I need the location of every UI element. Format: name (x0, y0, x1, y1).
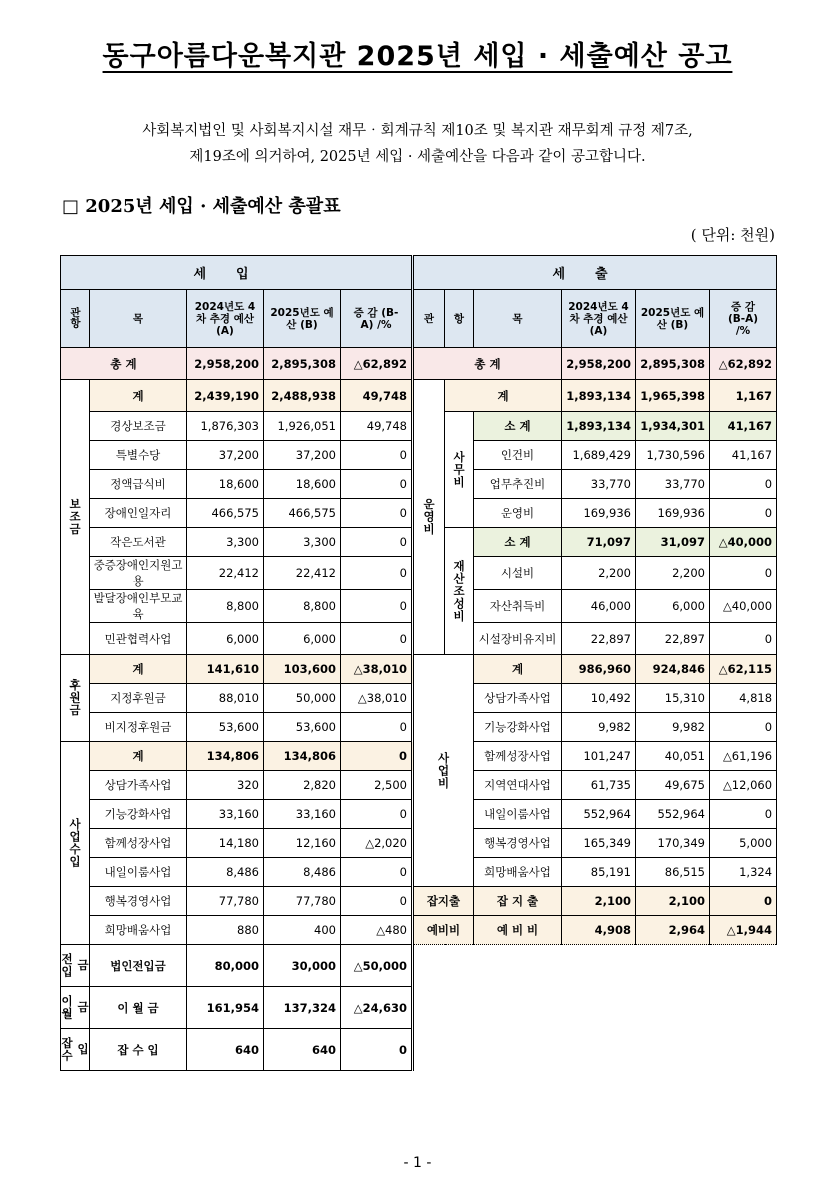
expense-group-misc: 잡지출 (413, 887, 474, 916)
revenue-item: 행복경영사업 (90, 887, 187, 916)
table-row (61, 945, 777, 987)
cell: 86,515 (636, 858, 710, 887)
cell: 1,167 (710, 380, 777, 412)
cell: 31,097 (636, 528, 710, 557)
unit-label: ( 단위: 천원) (690, 226, 775, 244)
cell: 2,200 (636, 557, 710, 590)
expense-item: 시설비 (474, 557, 562, 590)
cell: 40,051 (636, 742, 710, 771)
cell: 1,876,303 (187, 412, 264, 441)
expense-item: 지역연대사업 (474, 771, 562, 800)
cell: 552,964 (636, 800, 710, 829)
expense-item: 상담가족사업 (474, 684, 562, 713)
revenue-item: 장애인일자리 (90, 499, 187, 528)
page-number: - 1 - (403, 1155, 432, 1171)
cell: 88,010 (187, 684, 264, 713)
cell: △40,000 (710, 528, 777, 557)
cell: 161,954 (187, 987, 264, 1029)
cell: 22,897 (636, 623, 710, 655)
revenue-item: 상담가족사업 (90, 771, 187, 800)
cell: 53,600 (264, 713, 341, 742)
cell: 33,770 (636, 470, 710, 499)
table-row (61, 916, 777, 945)
cell: 320 (187, 771, 264, 800)
revenue-group-transfer: 전입금 (61, 945, 90, 987)
intro-line: 제19조에 의거하여, 2025년 세입 · 세출예산을 다음과 같이 공고합니다. (189, 149, 646, 165)
cell: 0 (341, 499, 413, 528)
section-heading: □ 2025년 세입 · 세출예산 총괄표 (62, 196, 341, 217)
exp-total-label: 총 계 (413, 348, 562, 380)
cell: 0 (710, 887, 777, 916)
cell: 0 (710, 470, 777, 499)
col-mok: 목 (90, 290, 187, 348)
cell: 8,800 (264, 590, 341, 623)
revenue-item: 민관협력사업 (90, 623, 187, 655)
cell: 986,960 (562, 655, 636, 684)
cell: 33,160 (264, 800, 341, 829)
revenue-item: 법인전입금 (90, 945, 187, 987)
revenue-group-subsidy: 보조금 (61, 380, 90, 655)
rev-total-label: 총 계 (61, 348, 187, 380)
cell: 41,167 (710, 441, 777, 470)
intro-text (40, 118, 795, 170)
cell: △38,010 (341, 684, 413, 713)
revenue-item: 비지정후원금 (90, 713, 187, 742)
cell: 0 (341, 800, 413, 829)
cell: 77,780 (187, 887, 264, 916)
cell: 137,324 (264, 987, 341, 1029)
cell: 10,492 (562, 684, 636, 713)
revenue-group-misc: 잡수입 (61, 1029, 90, 1071)
cell: 1,926,051 (264, 412, 341, 441)
cell: 9,982 (562, 713, 636, 742)
cell: 22,412 (187, 557, 264, 590)
cell: 101,247 (562, 742, 636, 771)
cell: 2,964 (636, 916, 710, 945)
revenue-group-donation: 후원금 (61, 655, 90, 742)
col-diff: 증 감 (B-A) /% (341, 290, 413, 348)
cell: 0 (341, 557, 413, 590)
revenue-item: 희망배움사업 (90, 916, 187, 945)
cell: △62,892 (341, 348, 413, 380)
revenue-group-business: 사업수입 (61, 742, 90, 945)
cell: 14,180 (187, 829, 264, 858)
cell: 0 (341, 742, 413, 771)
col-b: 2025년도 예산 (B) (636, 290, 710, 348)
cell: 2,820 (264, 771, 341, 800)
revenue-item: 이 월 금 (90, 987, 187, 1029)
cell: 85,191 (562, 858, 636, 887)
cell: 71,097 (562, 528, 636, 557)
expense-item: 계 (445, 380, 562, 412)
expense-item: 소 계 (474, 528, 562, 557)
cell: 22,897 (562, 623, 636, 655)
cell: 4,818 (710, 684, 777, 713)
cell: 0 (341, 713, 413, 742)
table-row (61, 655, 777, 684)
revenue-group-carryover: 이월금 (61, 987, 90, 1029)
cell: 77,780 (264, 887, 341, 916)
cell: 1,934,301 (636, 412, 710, 441)
col-a: 2024년도 4차 추경 예산(A) (562, 290, 636, 348)
col-gwanhang: 관항 (61, 290, 90, 348)
cell: 9,982 (636, 713, 710, 742)
expense-group-property: 재산조성비 (445, 528, 474, 655)
expense-item: 희망배움사업 (474, 858, 562, 887)
cell: 18,600 (187, 470, 264, 499)
expense-item: 예 비 비 (474, 916, 562, 945)
cell: 3,300 (264, 528, 341, 557)
cell: △38,010 (341, 655, 413, 684)
cell: 4,908 (562, 916, 636, 945)
cell: 640 (264, 1029, 341, 1071)
cell: △2,020 (341, 829, 413, 858)
revenue-item: 작은도서관 (90, 528, 187, 557)
intro-line: 사회복지법인 및 사회복지시설 재무‧회계규칙 제10조 및 복지관 재무회계 규정 제7조, (142, 123, 693, 139)
expense-group-admin: 사무비 (445, 412, 474, 528)
col-gwan: 관 (413, 290, 445, 348)
cell: 2,895,308 (636, 348, 710, 380)
cell: 0 (710, 800, 777, 829)
cell: 0 (341, 590, 413, 623)
col-a: 2024년도 4차 추경 예산(A) (187, 290, 264, 348)
expense-group-reserve: 예비비 (413, 916, 474, 945)
expense-item: 인건비 (474, 441, 562, 470)
cell: 49,748 (341, 380, 413, 412)
cell: 49,748 (341, 412, 413, 441)
expense-header: 세출 (413, 256, 777, 290)
cell: 169,936 (636, 499, 710, 528)
table-row (61, 887, 777, 916)
cell: 141,610 (187, 655, 264, 684)
revenue-item: 내일이룸사업 (90, 858, 187, 887)
expense-item: 행복경영사업 (474, 829, 562, 858)
cell: 169,936 (562, 499, 636, 528)
cell: 2,439,190 (187, 380, 264, 412)
cell: 0 (341, 528, 413, 557)
cell: 0 (710, 713, 777, 742)
cell: 6,000 (264, 623, 341, 655)
cell: 1,324 (710, 858, 777, 887)
cell: 1,965,398 (636, 380, 710, 412)
expense-item: 자산취득비 (474, 590, 562, 623)
cell: 6,000 (187, 623, 264, 655)
expense-item: 계 (474, 655, 562, 684)
revenue-item: 정액급식비 (90, 470, 187, 499)
cell: 12,160 (264, 829, 341, 858)
revenue-header: 세입 (61, 256, 413, 290)
revenue-item: 중증장애인지원고용 (90, 557, 187, 590)
revenue-item: 계 (90, 380, 187, 412)
revenue-item: 기능강화사업 (90, 800, 187, 829)
cell: 466,575 (187, 499, 264, 528)
cell: △62,892 (710, 348, 777, 380)
cell: 2,100 (562, 887, 636, 916)
cell: △24,630 (341, 987, 413, 1029)
revenue-item: 경상보조금 (90, 412, 187, 441)
col-b: 2025년도 예산 (B) (264, 290, 341, 348)
cell: 50,000 (264, 684, 341, 713)
cell: 8,800 (187, 590, 264, 623)
cell: 49,675 (636, 771, 710, 800)
cell: 2,895,308 (264, 348, 341, 380)
cell: 15,310 (636, 684, 710, 713)
cell: 0 (341, 858, 413, 887)
cell: 0 (710, 557, 777, 590)
blank-area (413, 945, 777, 1071)
cell: △61,196 (710, 742, 777, 771)
cell: 0 (341, 441, 413, 470)
expense-item: 기능강화사업 (474, 713, 562, 742)
cell: 37,200 (187, 441, 264, 470)
revenue-item: 함께성장사업 (90, 829, 187, 858)
cell: 103,600 (264, 655, 341, 684)
cell: 1,893,134 (562, 412, 636, 441)
cell: 400 (264, 916, 341, 945)
cell: 5,000 (710, 829, 777, 858)
cell: 37,200 (264, 441, 341, 470)
expense-group-business: 사업비 (413, 655, 474, 887)
cell: 8,486 (187, 858, 264, 887)
cell: 1,689,429 (562, 441, 636, 470)
expense-item: 시설장비유지비 (474, 623, 562, 655)
revenue-item: 계 (90, 742, 187, 771)
col-mok: 목 (474, 290, 562, 348)
expense-item: 내일이룸사업 (474, 800, 562, 829)
cell: △480 (341, 916, 413, 945)
cell: 53,600 (187, 713, 264, 742)
cell: 46,000 (562, 590, 636, 623)
cell: 41,167 (710, 412, 777, 441)
cell: 0 (341, 887, 413, 916)
cell: 18,600 (264, 470, 341, 499)
cell: 2,200 (562, 557, 636, 590)
cell: 2,488,938 (264, 380, 341, 412)
table-row (61, 380, 777, 412)
cell: 0 (341, 470, 413, 499)
col-hang: 항 (445, 290, 474, 348)
cell: △40,000 (710, 590, 777, 623)
cell: 61,735 (562, 771, 636, 800)
cell: 33,770 (562, 470, 636, 499)
cell: 0 (341, 623, 413, 655)
cell: 0 (710, 623, 777, 655)
cell: 8,486 (264, 858, 341, 887)
cell: 165,349 (562, 829, 636, 858)
cell: △1,944 (710, 916, 777, 945)
cell: 6,000 (636, 590, 710, 623)
expense-item: 업무추진비 (474, 470, 562, 499)
cell: 3,300 (187, 528, 264, 557)
cell: 1,730,596 (636, 441, 710, 470)
revenue-item: 지정후원금 (90, 684, 187, 713)
cell: 22,412 (264, 557, 341, 590)
cell: 2,958,200 (187, 348, 264, 380)
revenue-item: 발달장애인부모교육 (90, 590, 187, 623)
budget-table (60, 255, 777, 1071)
revenue-item: 잡 수 입 (90, 1029, 187, 1071)
cell: 552,964 (562, 800, 636, 829)
expense-item: 운영비 (474, 499, 562, 528)
page-title: 동구아름다운복지관 2025년 세입 · 세출예산 공고 (102, 41, 733, 72)
cell: 134,806 (264, 742, 341, 771)
cell: 640 (187, 1029, 264, 1071)
cell: 170,349 (636, 829, 710, 858)
cell: 466,575 (264, 499, 341, 528)
cell: 1,893,134 (562, 380, 636, 412)
cell: 0 (710, 499, 777, 528)
col-diff: 증 감 (B-A) /% (710, 290, 777, 348)
cell: 134,806 (187, 742, 264, 771)
expense-item: 소 계 (474, 412, 562, 441)
revenue-item: 계 (90, 655, 187, 684)
cell: 880 (187, 916, 264, 945)
expense-item: 잡 지 출 (474, 887, 562, 916)
cell: △62,115 (710, 655, 777, 684)
expense-group-operating: 운영비 (413, 380, 445, 655)
cell: △12,060 (710, 771, 777, 800)
cell: 80,000 (187, 945, 264, 987)
cell: 30,000 (264, 945, 341, 987)
cell: 33,160 (187, 800, 264, 829)
cell: 924,846 (636, 655, 710, 684)
cell: 0 (341, 1029, 413, 1071)
cell: △50,000 (341, 945, 413, 987)
expense-item: 함께성장사업 (474, 742, 562, 771)
cell: 2,100 (636, 887, 710, 916)
revenue-item: 특별수당 (90, 441, 187, 470)
cell: 2,500 (341, 771, 413, 800)
cell: 2,958,200 (562, 348, 636, 380)
